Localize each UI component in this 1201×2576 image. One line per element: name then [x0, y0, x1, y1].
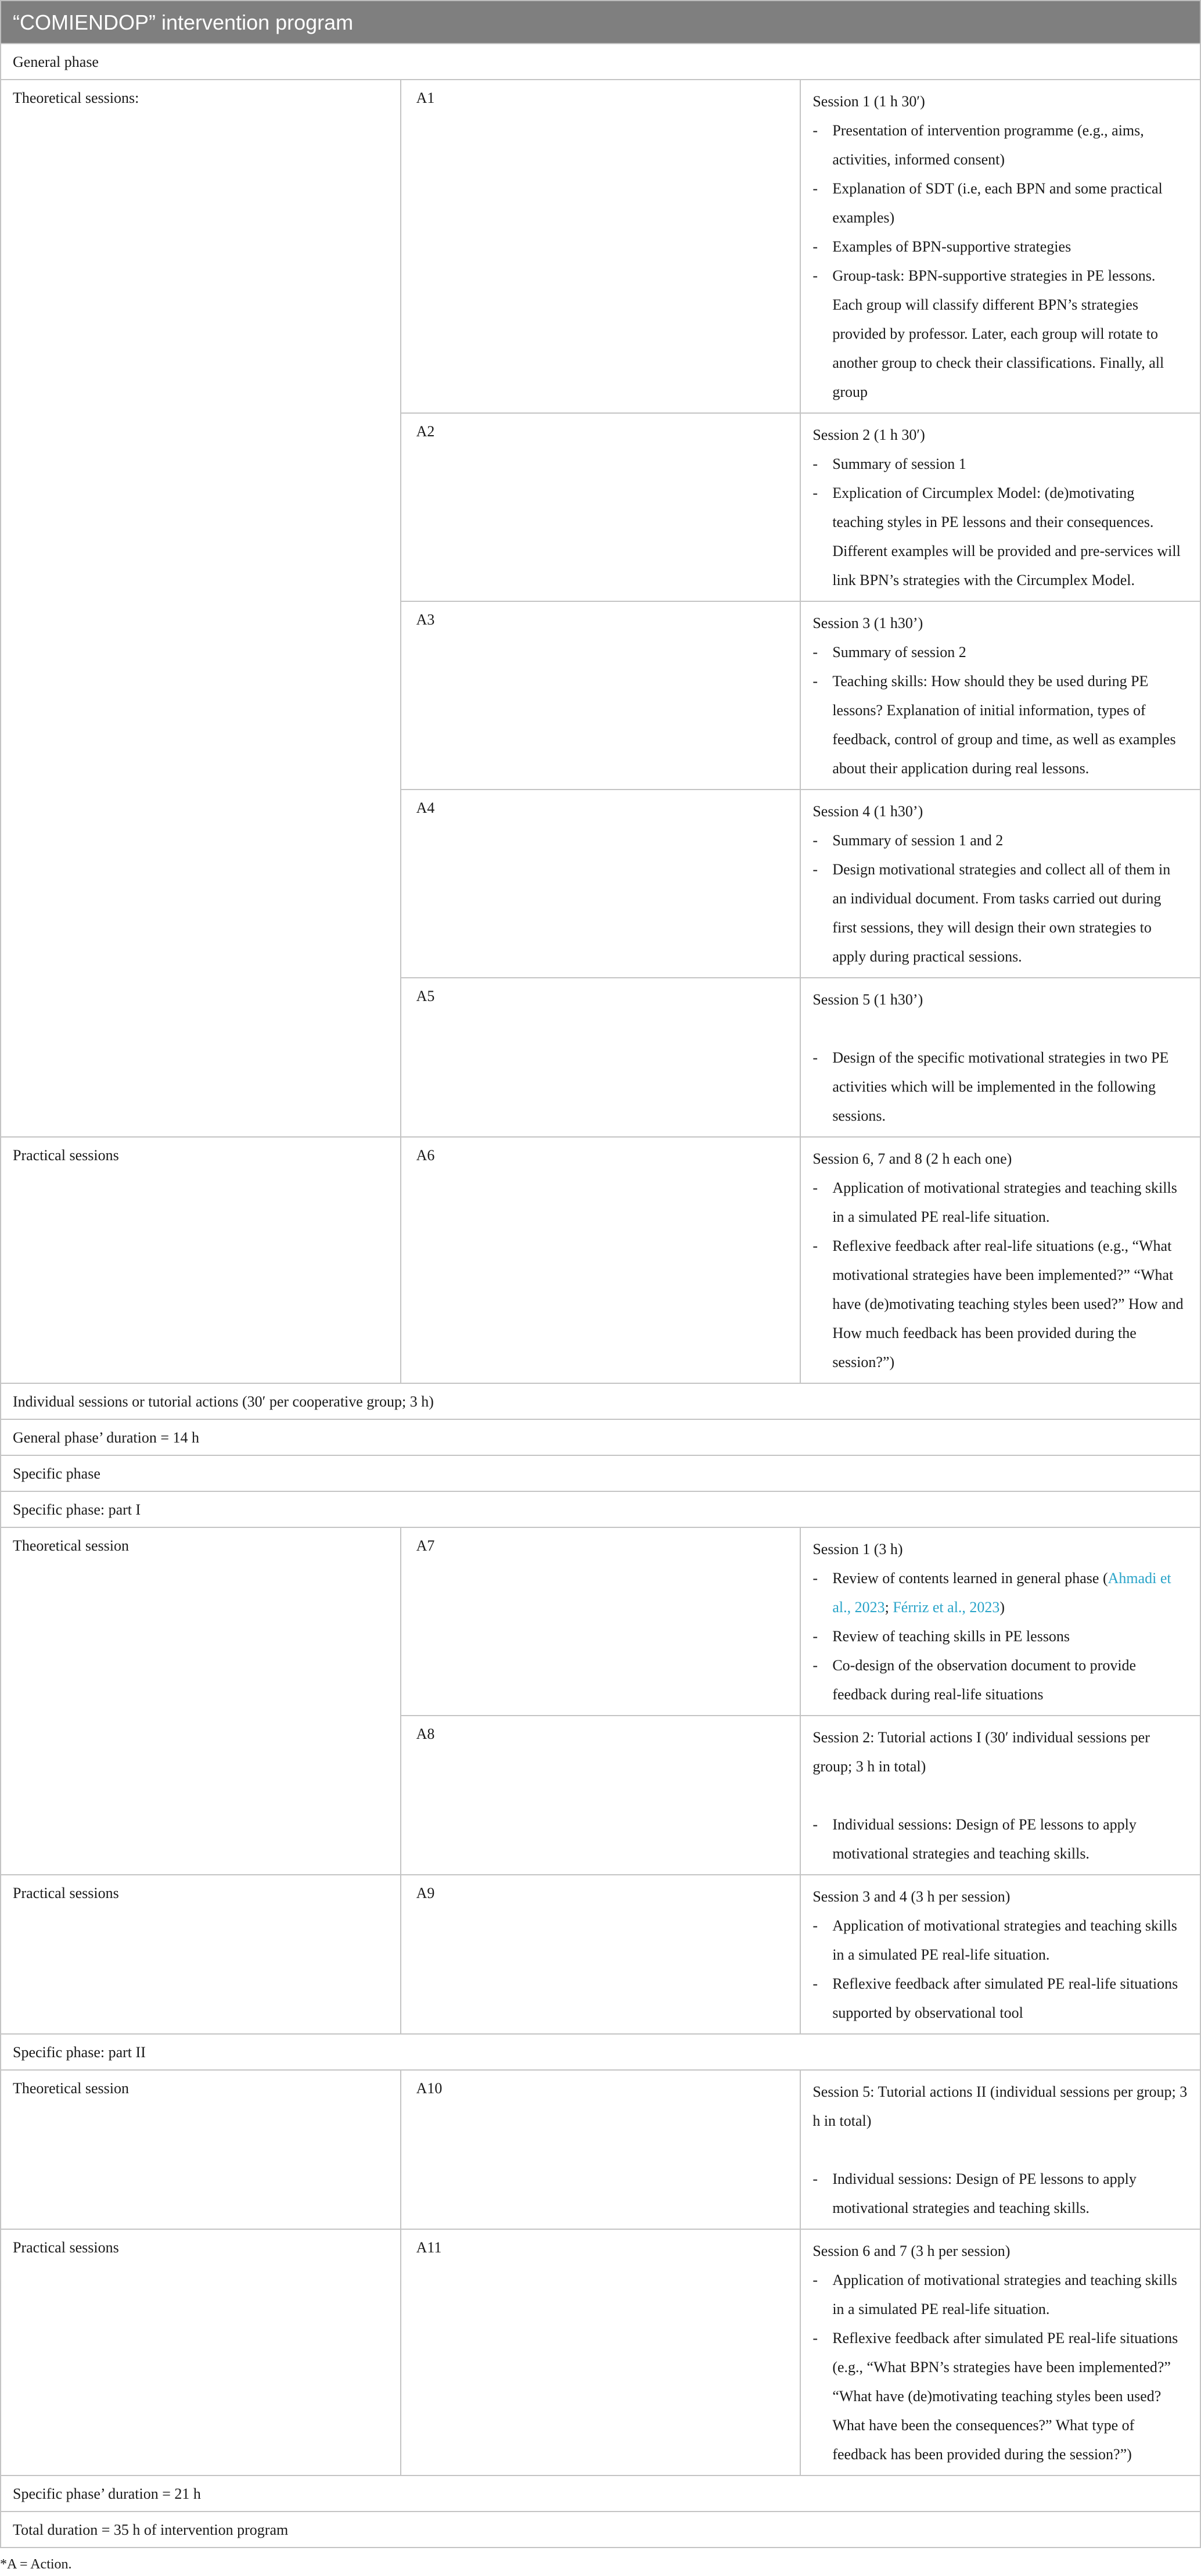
bullet-text-segment: )	[999, 1599, 1005, 1616]
bullet-text	[832, 2165, 1188, 2223]
footnote: *A = Action.	[0, 2557, 72, 2572]
bullet-text	[832, 1232, 1188, 1377]
section-row	[1, 1455, 1200, 1491]
bullet-text-segment: Design of the specific motivational strategies in two PE activities which will be implemented in the following sessions.	[832, 1049, 1169, 1124]
bullet-item	[812, 1810, 1188, 1868]
bullet-text	[832, 1043, 1188, 1131]
action-id: A1	[401, 80, 801, 413]
section-row	[1, 1383, 1200, 1419]
bullet-text-segment: Summary of session 1 and 2	[832, 832, 1004, 849]
bullet-dash-icon: -	[812, 122, 818, 139]
bullet-text	[832, 638, 966, 667]
bullet-text-segment: Reflexive feedback after real-life situations (e.g., “What motivational strategies have been implemented?” “What have (de)motivating teaching styles been used?” How and How much feedback has been provided during the session?”)	[832, 1237, 1184, 1370]
bullet-dash-icon: -	[812, 1975, 818, 1992]
bullet-dash-icon: -	[812, 1628, 818, 1645]
session-type-label: Theoretical session	[1, 1527, 401, 1875]
section-label: Specific phase	[1, 1455, 1200, 1491]
action-id: A2	[401, 413, 801, 601]
bullet-text-segment: Summary of session 1	[832, 455, 966, 472]
bullet-item	[812, 667, 1188, 783]
intervention-program-table	[0, 43, 1201, 2548]
bullet-item	[812, 638, 1188, 667]
action-id: A3	[401, 601, 801, 790]
action-content	[800, 1137, 1200, 1383]
bullet-dash-icon: -	[812, 1237, 818, 1254]
bullet-text	[832, 1564, 1188, 1622]
session-title: Session 6, 7 and 8 (2 h each one)	[812, 1150, 1012, 1167]
bullet-item	[812, 450, 1188, 479]
bullet-text-segment: Group-task: BPN-supportive strategies in PE lessons. Each group will classify different BPN’s strategies provided by professor. Later, each group will rotate to another group to check their classifications. Finally, all group	[832, 267, 1164, 400]
action-id: A4	[401, 790, 801, 978]
section-row	[1, 2512, 1200, 2548]
bullet-item	[812, 2165, 1188, 2223]
bullet-item	[812, 232, 1188, 261]
session-title: Session 4 (1 h30’)	[812, 803, 923, 820]
section-row	[1, 2034, 1200, 2070]
bullet-text-segment: Co-design of the observation document to provide feedback during real-life situations	[832, 1657, 1137, 1703]
bullet-text	[832, 1622, 1070, 1651]
action-content	[800, 978, 1200, 1137]
bullet-dash-icon: -	[812, 455, 818, 472]
bullet-dash-icon: -	[812, 673, 818, 690]
session-title: Session 6 and 7 (3 h per session)	[812, 2243, 1011, 2259]
section-row	[1, 1419, 1200, 1455]
action-content	[800, 2229, 1200, 2475]
bullet-text-segment: Reflexive feedback after simulated PE real-life situations (e.g., “What BPN’s strategies have been implemented?” “What have (de)motivating teaching styles been used? What have been the consequences?” What type of feedback has been provided during the session?”)	[832, 2330, 1178, 2463]
action-content	[800, 601, 1200, 790]
bullet-text-segment: Individual sessions: Design of PE lessons to apply motivational strategies and teaching skills.	[832, 1816, 1137, 1862]
bullet-text	[832, 1810, 1188, 1868]
action-row	[1, 80, 1200, 413]
section-row	[1, 1491, 1200, 1527]
bullet-item	[812, 1564, 1188, 1622]
bullet-item	[812, 1174, 1188, 1232]
bullet-item	[812, 1232, 1188, 1377]
session-type-label: Practical sessions	[1, 1875, 401, 2034]
bullet-item	[812, 261, 1188, 407]
bullet-dash-icon: -	[812, 861, 818, 878]
bullet-dash-icon: -	[812, 180, 818, 197]
bullet-dash-icon: -	[812, 485, 818, 501]
action-content	[800, 1716, 1200, 1875]
bullet-text	[832, 1174, 1188, 1232]
bullet-dash-icon: -	[812, 1179, 818, 1196]
action-content	[800, 80, 1200, 413]
action-row	[1, 1137, 1200, 1383]
bullet-item	[812, 1969, 1188, 2028]
citation-link[interactable]: Férriz et al., 2023	[893, 1599, 1000, 1616]
bullet-text	[832, 479, 1188, 595]
bullet-item	[812, 1043, 1188, 1131]
bullet-text-segment: Individual sessions: Design of PE lessons to apply motivational strategies and teaching skills.	[832, 2170, 1137, 2216]
session-title: Session 5 (1 h30’)	[812, 991, 923, 1008]
bullet-text	[832, 667, 1188, 783]
action-id: A9	[401, 1875, 801, 2034]
bullet-text-segment: Review of teaching skills in PE lessons	[832, 1628, 1070, 1645]
bullet-dash-icon: -	[812, 2170, 818, 2187]
bullet-text-segment: Explication of Circumplex Model: (de)motivating teaching styles in PE lessons and their consequences. Different examples will be provided and pre-services will link BPN’s strategies with the Circumplex Model.	[832, 485, 1181, 589]
bullet-item	[812, 2266, 1188, 2324]
bullet-text-segment: ;	[884, 1599, 893, 1616]
bullet-text	[832, 116, 1188, 174]
spacer	[812, 1014, 1188, 1043]
bullet-text	[832, 855, 1188, 971]
bullet-text-segment: Application of motivational strategies and teaching skills in a simulated PE real-life situation.	[832, 1917, 1177, 1963]
action-id: A7	[401, 1527, 801, 1716]
session-type-label: Theoretical session	[1, 2070, 401, 2229]
bullet-item	[812, 116, 1188, 174]
bullet-dash-icon: -	[812, 644, 818, 661]
bullet-text-segment: Application of motivational strategies and teaching skills in a simulated PE real-life situation.	[832, 2272, 1177, 2317]
bullet-text-segment: Presentation of intervention programme (e.g., aims, activities, informed consent)	[832, 122, 1144, 168]
bullet-item	[812, 826, 1188, 855]
bullet-text-segment: Examples of BPN-supportive strategies	[832, 238, 1071, 255]
bullet-text-segment: Reflexive feedback after simulated PE real-life situations supported by observational tool	[832, 1975, 1178, 2021]
session-title: Session 2: Tutorial actions I (30′ individual sessions per group; 3 h in total)	[812, 1729, 1150, 1775]
bullet-dash-icon: -	[812, 2330, 818, 2347]
bullet-item	[812, 479, 1188, 595]
bullet-text	[832, 2266, 1188, 2324]
bullet-text-segment: Application of motivational strategies and teaching skills in a simulated PE real-life situation.	[832, 1179, 1177, 1225]
bullet-item	[812, 1911, 1188, 1969]
bullet-dash-icon: -	[812, 267, 818, 284]
action-content	[800, 2070, 1200, 2229]
session-title: Session 5: Tutorial actions II (individual sessions per group; 3 h in total)	[812, 2083, 1188, 2129]
session-title: Session 3 and 4 (3 h per session)	[812, 1888, 1011, 1905]
bullet-text	[832, 1651, 1188, 1709]
bullet-text	[832, 1969, 1188, 2028]
section-label: General phase	[1, 44, 1200, 80]
bullet-dash-icon: -	[812, 1049, 818, 1066]
bullet-text	[832, 826, 1003, 855]
bullet-dash-icon: -	[812, 1570, 818, 1587]
bullet-dash-icon: -	[812, 832, 818, 849]
bullet-text	[832, 232, 1071, 261]
session-title: Session 1 (3 h)	[812, 1541, 903, 1558]
section-row	[1, 2475, 1200, 2512]
bullet-item	[812, 1651, 1188, 1709]
action-row	[1, 2229, 1200, 2475]
bullet-item	[812, 2324, 1188, 2469]
bullet-dash-icon: -	[812, 2272, 818, 2288]
action-content	[800, 413, 1200, 601]
section-label: Specific phase: part I	[1, 1491, 1200, 1527]
bullet-text	[832, 1911, 1188, 1969]
action-row	[1, 1875, 1200, 2034]
action-id: A6	[401, 1137, 801, 1383]
bullet-text-segment: Design motivational strategies and collect all of them in an individual document. From tasks carried out during first sessions, they will design their own strategies to apply during practical sessions.	[832, 861, 1171, 965]
session-title: Session 3 (1 h30’)	[812, 615, 923, 632]
section-label: Individual sessions or tutorial actions (30′ per cooperative group; 3 h)	[1, 1383, 1200, 1419]
action-id: A11	[401, 2229, 801, 2475]
session-type-label: Theoretical sessions:	[1, 80, 401, 1137]
bullet-text	[832, 174, 1188, 232]
bullet-item	[812, 855, 1188, 971]
spacer	[812, 2136, 1188, 2165]
session-type-label: Practical sessions	[1, 2229, 401, 2475]
section-label: General phase’ duration = 14 h	[1, 1419, 1200, 1455]
bullet-text	[832, 450, 966, 479]
bullet-text-segment: Summary of session 2	[832, 644, 966, 661]
section-label: Specific phase’ duration = 21 h	[1, 2475, 1200, 2512]
bullet-item	[812, 174, 1188, 232]
bullet-text	[832, 2324, 1188, 2469]
action-id: A8	[401, 1716, 801, 1875]
citation-link[interactable]: Ahmadi et al., 2023	[832, 1570, 1171, 1616]
bullet-text-segment: Teaching skills: How should they be used during PE lessons? Explanation of initial information, types of feedback, control of group and time, as well as examples about their application during real lessons.	[832, 673, 1176, 777]
action-content	[800, 1527, 1200, 1716]
bullet-dash-icon: -	[812, 1816, 818, 1833]
action-row	[1, 2070, 1200, 2229]
bullet-item	[812, 1622, 1188, 1651]
action-id: A5	[401, 978, 801, 1137]
bullet-text	[832, 261, 1188, 407]
session-title: Session 2 (1 h 30′)	[812, 426, 925, 443]
section-row	[1, 44, 1200, 80]
bullet-text-segment: Review of contents learned in general phase (	[832, 1570, 1108, 1587]
bullet-text-segment: Explanation of SDT (i.e, each BPN and some practical examples)	[832, 180, 1163, 226]
session-type-label: Practical sessions	[1, 1137, 401, 1383]
action-content	[800, 790, 1200, 978]
action-row	[1, 1527, 1200, 1716]
bullet-dash-icon: -	[812, 238, 818, 255]
section-label: Specific phase: part II	[1, 2034, 1200, 2070]
section-label: Total duration = 35 h of intervention program	[1, 2512, 1200, 2548]
table-title: “COMIENDOP” intervention program	[0, 0, 1201, 43]
spacer	[812, 1781, 1188, 1810]
bullet-dash-icon: -	[812, 1657, 818, 1674]
action-id: A10	[401, 2070, 801, 2229]
session-title: Session 1 (1 h 30′)	[812, 93, 925, 110]
bullet-dash-icon: -	[812, 1917, 818, 1934]
action-content	[800, 1875, 1200, 2034]
